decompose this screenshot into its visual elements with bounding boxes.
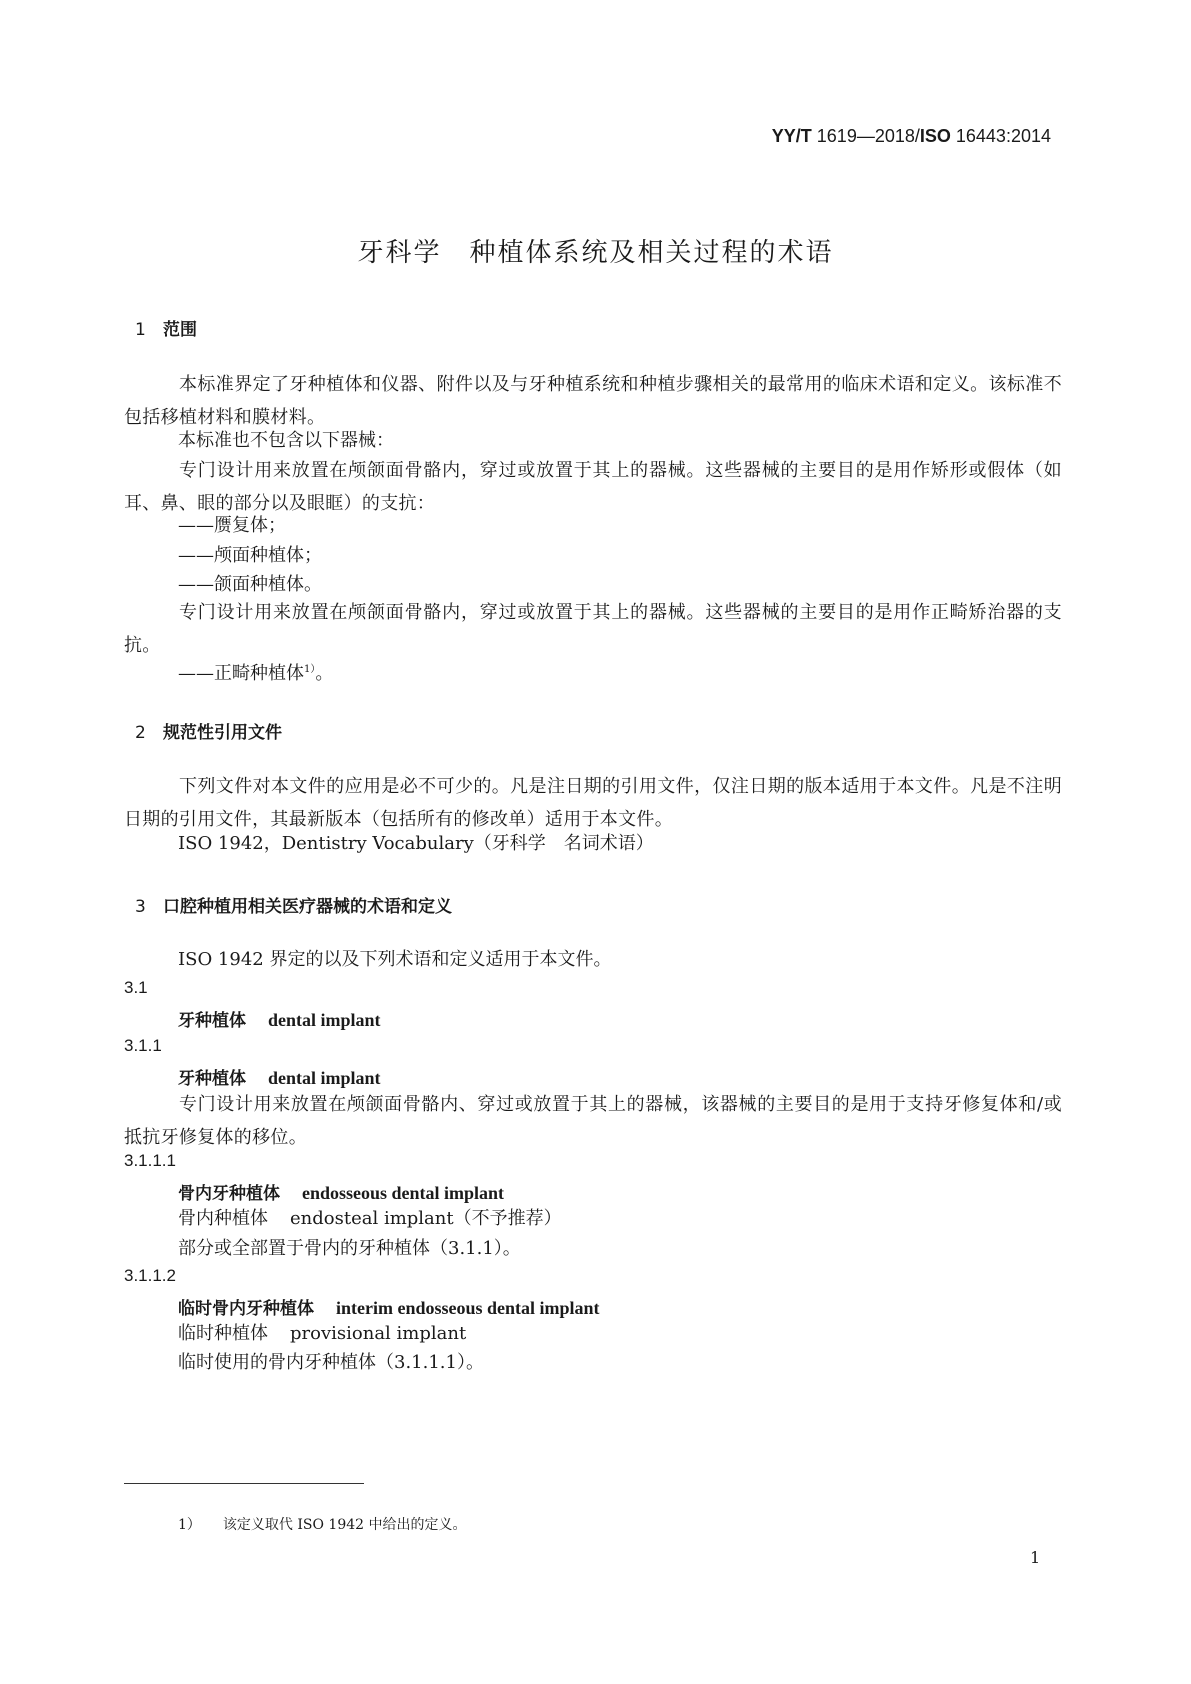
terms-intro: ISO 1942 界定的以及下列术语和定义适用于本文件。	[178, 949, 612, 970]
clause-number-3-1-1: 3.1.1	[124, 1036, 162, 1055]
section-3-number: 3	[135, 897, 146, 917]
scope-item-4	[178, 654, 333, 690]
footnote-marker: 1）	[178, 1517, 201, 1533]
scope-item-4-end: 。	[315, 663, 334, 684]
normative-paragraph: 下列文件对本文件的应用是必不可少的。凡是注日期的引用文件，仅注日期的版本适用于本文件。凡是不注明日期的引用文件，其最新版本（包括所有的修改单）适用于本文件。	[124, 776, 1062, 830]
footnote	[178, 1514, 467, 1534]
scope-paragraph-3: 专门设计用来放置在颅颌面骨骼内，穿过或放置于其上的器械。这些器械的主要目的是用作矫形或假体（如耳、鼻、眼的部分以及眼眶）的支抗：	[124, 460, 1062, 514]
section-3-heading	[135, 892, 452, 917]
section-2-heading	[135, 718, 282, 743]
section-2-number: 2	[135, 723, 146, 743]
term-3-1-1-2-zh: 临时骨内牙种植体	[178, 1299, 314, 1319]
term-3-1-1-zh: 牙种植体	[178, 1069, 246, 1089]
page-number: 1	[1030, 1548, 1041, 1567]
term-3-1-zh: 牙种植体	[178, 1011, 246, 1031]
section-1-number: 1	[135, 320, 146, 340]
section-1-heading	[135, 315, 197, 340]
std-code-number: 1619—2018/	[811, 126, 920, 146]
scope-paragraph-2: 本标准也不包含以下器械：	[178, 430, 394, 451]
section-3-title: 口腔种植用相关医疗器械的术语和定义	[163, 897, 452, 917]
term-3-1-1-2-en: interim endosseous dental implant	[336, 1298, 600, 1318]
clause-number-3-1-1-1: 3.1.1.1	[124, 1151, 176, 1170]
term-3-1-1	[178, 1064, 381, 1089]
term-3-1-1-2	[178, 1294, 600, 1319]
scope-item-3: ——颌面种植体。	[178, 574, 322, 595]
definition-3-1-1-2: 临时使用的骨内牙种植体（3.1.1.1）。	[178, 1352, 484, 1373]
standard-code	[772, 126, 1051, 147]
scope-paragraph-1: 本标准界定了牙种植体和仪器、附件以及与牙种植系统和种植步骤相关的最常用的临床术语和定义。该标准不包括移植材料和膜材料。	[124, 374, 1062, 428]
section-2-title: 规范性引用文件	[163, 723, 282, 743]
term-3-1-1-en: dental implant	[268, 1068, 381, 1088]
admitted-term-3-1-1-1-en: endosteal implant（不予推荐）	[290, 1208, 562, 1229]
document-title: 牙科学 种植体系统及相关过程的术语	[357, 238, 834, 268]
term-3-1	[178, 1006, 381, 1031]
footnote-reference: 1）	[304, 664, 316, 675]
clause-number-3-1: 3.1	[124, 978, 148, 997]
term-3-1-1-1-zh: 骨内牙种植体	[178, 1184, 280, 1204]
admitted-term-3-1-1-2	[178, 1318, 466, 1350]
scope-paragraph-4: 专门设计用来放置在颅颌面骨骼内，穿过或放置于其上的器械。这些器械的主要目的是用作正畸矫治器的支抗。	[124, 602, 1062, 656]
std-code-iso: ISO	[919, 126, 951, 146]
term-3-1-1-1	[178, 1179, 504, 1204]
term-3-1-1-1-en: endosseous dental implant	[302, 1183, 505, 1203]
normative-reference-iso1942: ISO 1942，Dentistry Vocabulary（牙科学 名词术语）	[178, 833, 654, 854]
scope-item-4-text: ——正畸种植体	[178, 663, 304, 684]
admitted-term-3-1-1-2-en: provisional implant	[290, 1323, 467, 1344]
scope-item-2: ——颅面种植体；	[178, 545, 322, 566]
clause-number-3-1-1-2: 3.1.1.2	[124, 1266, 176, 1285]
admitted-term-3-1-1-1-zh: 骨内种植体	[178, 1208, 268, 1229]
definition-3-1-1: 专门设计用来放置在颅颌面骨骼内、穿过或放置于其上的器械，该器械的主要目的是用于支持牙修复体和/或抵抗牙修复体的移位。	[124, 1094, 1062, 1148]
std-code-prefix: YY/T	[771, 126, 812, 146]
section-1-title: 范围	[163, 320, 197, 340]
term-3-1-en: dental implant	[268, 1010, 381, 1030]
footnote-divider	[124, 1483, 364, 1484]
definition-3-1-1-1: 部分或全部置于骨内的牙种植体（3.1.1）。	[178, 1238, 521, 1259]
admitted-term-3-1-1-2-zh: 临时种植体	[178, 1323, 268, 1344]
scope-item-1: ——赝复体；	[178, 515, 286, 536]
admitted-term-3-1-1-1	[178, 1203, 562, 1235]
std-code-iso-number: 16443:2014	[950, 126, 1051, 146]
footnote-text: 该定义取代 ISO 1942 中给出的定义。	[222, 1517, 467, 1533]
